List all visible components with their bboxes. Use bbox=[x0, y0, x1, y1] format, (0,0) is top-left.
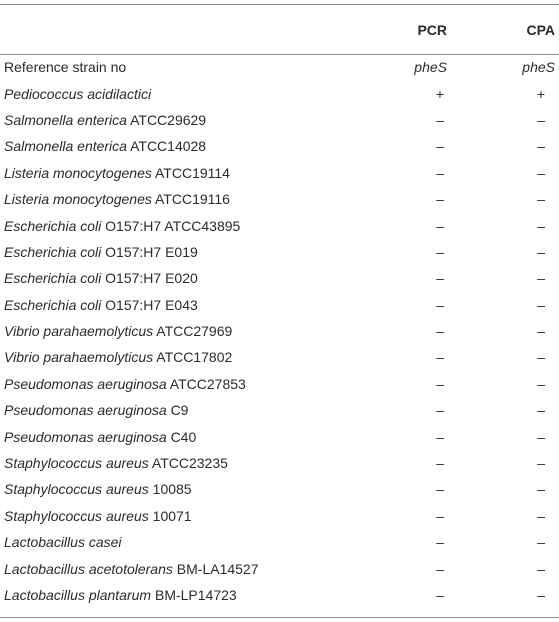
pcr-result: – bbox=[436, 507, 444, 524]
strain-id: BM-LP14723 bbox=[154, 587, 237, 603]
species-name: Pseudomonas aeruginosa bbox=[4, 375, 167, 392]
cpa-result: – bbox=[537, 349, 545, 366]
species-name: Escherichia coli bbox=[4, 296, 102, 313]
table-row bbox=[0, 186, 559, 212]
strain-id: O157:H7 E043 bbox=[105, 296, 198, 313]
species-name: Lactobacillus plantarum bbox=[4, 587, 152, 603]
strain-id: ATCC27853 bbox=[169, 375, 246, 392]
pcr-result: – bbox=[436, 191, 444, 208]
table-row bbox=[0, 503, 559, 529]
table-row bbox=[0, 160, 559, 186]
header-cpa: CPA bbox=[526, 21, 555, 38]
strain-cell bbox=[0, 318, 340, 344]
species-name: Vibrio parahaemolyticus bbox=[4, 323, 154, 340]
cpa-result: – bbox=[537, 164, 545, 181]
strain-id: ATCC29629 bbox=[130, 111, 207, 128]
table-row bbox=[0, 397, 559, 423]
strain-cell bbox=[0, 529, 340, 555]
table-row bbox=[0, 80, 559, 106]
table-row bbox=[0, 423, 559, 449]
pcr-result: – bbox=[436, 270, 444, 287]
strain-cell bbox=[0, 186, 340, 212]
cpa-result: + bbox=[536, 85, 545, 102]
pcr-result: – bbox=[436, 217, 444, 234]
strain-cell bbox=[0, 423, 340, 449]
pcr-result: – bbox=[436, 402, 444, 419]
strain-id: ATCC14028 bbox=[130, 138, 207, 155]
strain-cell bbox=[0, 265, 340, 291]
strain-cell bbox=[0, 239, 340, 265]
gene-row-label: Reference strain no bbox=[4, 59, 127, 76]
pcr-result: – bbox=[436, 111, 444, 128]
strain-id: ATCC23235 bbox=[151, 455, 228, 472]
cpa-result: – bbox=[537, 481, 545, 498]
cpa-result: – bbox=[537, 428, 545, 445]
species-name: Lactobacillus acetotolerans bbox=[4, 560, 173, 577]
strain-id: BM-LA14527 bbox=[176, 560, 259, 577]
strain-cell bbox=[0, 344, 340, 370]
table-bottom-rule bbox=[0, 617, 559, 618]
pcr-result: – bbox=[436, 481, 444, 498]
cpa-result: – bbox=[537, 270, 545, 287]
pcr-result: – bbox=[436, 138, 444, 155]
table-row bbox=[0, 476, 559, 502]
pcr-result: – bbox=[436, 428, 444, 445]
species-name: Listeria monocytogenes bbox=[4, 191, 152, 208]
strain-id: O157:H7 E020 bbox=[105, 270, 198, 287]
strain-cell bbox=[0, 503, 340, 529]
species-name: Pseudomonas aeruginosa bbox=[4, 428, 167, 445]
species-name: Lactobacillus casei bbox=[4, 534, 122, 551]
strain-cell bbox=[0, 476, 340, 502]
cpa-result: – bbox=[537, 534, 545, 551]
table-row bbox=[0, 371, 559, 397]
cpa-result: – bbox=[537, 111, 545, 128]
pcr-result: – bbox=[436, 534, 444, 551]
cpa-result: – bbox=[537, 243, 545, 260]
species-name: Salmonella enterica bbox=[4, 111, 127, 128]
cpa-result: – bbox=[537, 402, 545, 419]
strain-cell bbox=[0, 80, 340, 106]
species-name: Salmonella enterica bbox=[4, 138, 127, 155]
pcr-result: – bbox=[436, 323, 444, 340]
table-row bbox=[0, 212, 559, 238]
cpa-result: – bbox=[537, 455, 545, 472]
table-row bbox=[0, 265, 559, 291]
pcr-result: – bbox=[436, 587, 444, 603]
pcr-result: – bbox=[436, 560, 444, 577]
pcr-result: – bbox=[436, 455, 444, 472]
strain-id: ATCC27969 bbox=[156, 323, 233, 340]
strain-id: C9 bbox=[170, 402, 189, 419]
strain-id: C40 bbox=[170, 428, 197, 445]
cpa-result: – bbox=[537, 217, 545, 234]
pcr-result: – bbox=[436, 375, 444, 392]
species-name: Pseudomonas aeruginosa bbox=[4, 402, 167, 419]
gene-row bbox=[0, 54, 559, 80]
gene-row-cpa: pheS bbox=[522, 59, 555, 76]
cpa-result: – bbox=[537, 138, 545, 155]
species-name: Listeria monocytogenes bbox=[4, 164, 152, 181]
cpa-result: – bbox=[537, 191, 545, 208]
cpa-result: – bbox=[537, 560, 545, 577]
table-row bbox=[0, 555, 559, 581]
cpa-result: – bbox=[537, 587, 545, 603]
strain-id: ATCC19114 bbox=[155, 164, 230, 181]
strain-cell bbox=[0, 555, 340, 581]
species-name: Vibrio parahaemolyticus bbox=[4, 349, 154, 366]
table-row bbox=[0, 318, 559, 344]
table-row bbox=[0, 239, 559, 265]
strain-cell bbox=[0, 212, 340, 238]
strain-id: 10071 bbox=[152, 507, 192, 524]
pcr-result: – bbox=[436, 349, 444, 366]
table-row bbox=[0, 344, 559, 370]
species-name: Staphylococcus aureus bbox=[4, 481, 149, 498]
cpa-result: – bbox=[537, 323, 545, 340]
pcr-result: – bbox=[436, 296, 444, 313]
strain-cell bbox=[0, 133, 340, 159]
strain-cell bbox=[0, 371, 340, 397]
table-row bbox=[0, 133, 559, 159]
species-name: Pediococcus acidilactici bbox=[4, 85, 152, 102]
table-row bbox=[0, 292, 559, 318]
pcr-result: – bbox=[436, 164, 444, 181]
gene-row-pcr: pheS bbox=[414, 59, 447, 76]
strain-cell bbox=[0, 582, 340, 608]
strain-id: 10085 bbox=[152, 481, 192, 498]
table-row bbox=[0, 582, 559, 608]
strain-id: ATCC17802 bbox=[156, 349, 233, 366]
specificity-table bbox=[0, 5, 559, 608]
strain-cell bbox=[0, 160, 340, 186]
header-strain bbox=[0, 5, 340, 54]
strain-id: O157:H7 E019 bbox=[105, 243, 198, 260]
species-name: Staphylococcus aureus bbox=[4, 507, 149, 524]
strain-cell bbox=[0, 107, 340, 133]
species-name: Escherichia coli bbox=[4, 243, 102, 260]
table-row bbox=[0, 107, 559, 133]
header-row bbox=[0, 5, 559, 54]
species-name: Escherichia coli bbox=[4, 270, 102, 287]
cpa-result: – bbox=[537, 296, 545, 313]
strain-id: O157:H7 ATCC43895 bbox=[105, 217, 241, 234]
strain-cell bbox=[0, 450, 340, 476]
pcr-result: + bbox=[435, 85, 444, 102]
cpa-result: – bbox=[537, 375, 545, 392]
cpa-result: – bbox=[537, 507, 545, 524]
table-row bbox=[0, 450, 559, 476]
header-pcr: PCR bbox=[417, 21, 447, 38]
species-name: Staphylococcus aureus bbox=[4, 455, 149, 472]
strain-id: ATCC19116 bbox=[155, 191, 230, 208]
species-name: Escherichia coli bbox=[4, 217, 102, 234]
table-row bbox=[0, 529, 559, 555]
strain-cell bbox=[0, 397, 340, 423]
strain-cell bbox=[0, 292, 340, 318]
pcr-result: – bbox=[436, 243, 444, 260]
